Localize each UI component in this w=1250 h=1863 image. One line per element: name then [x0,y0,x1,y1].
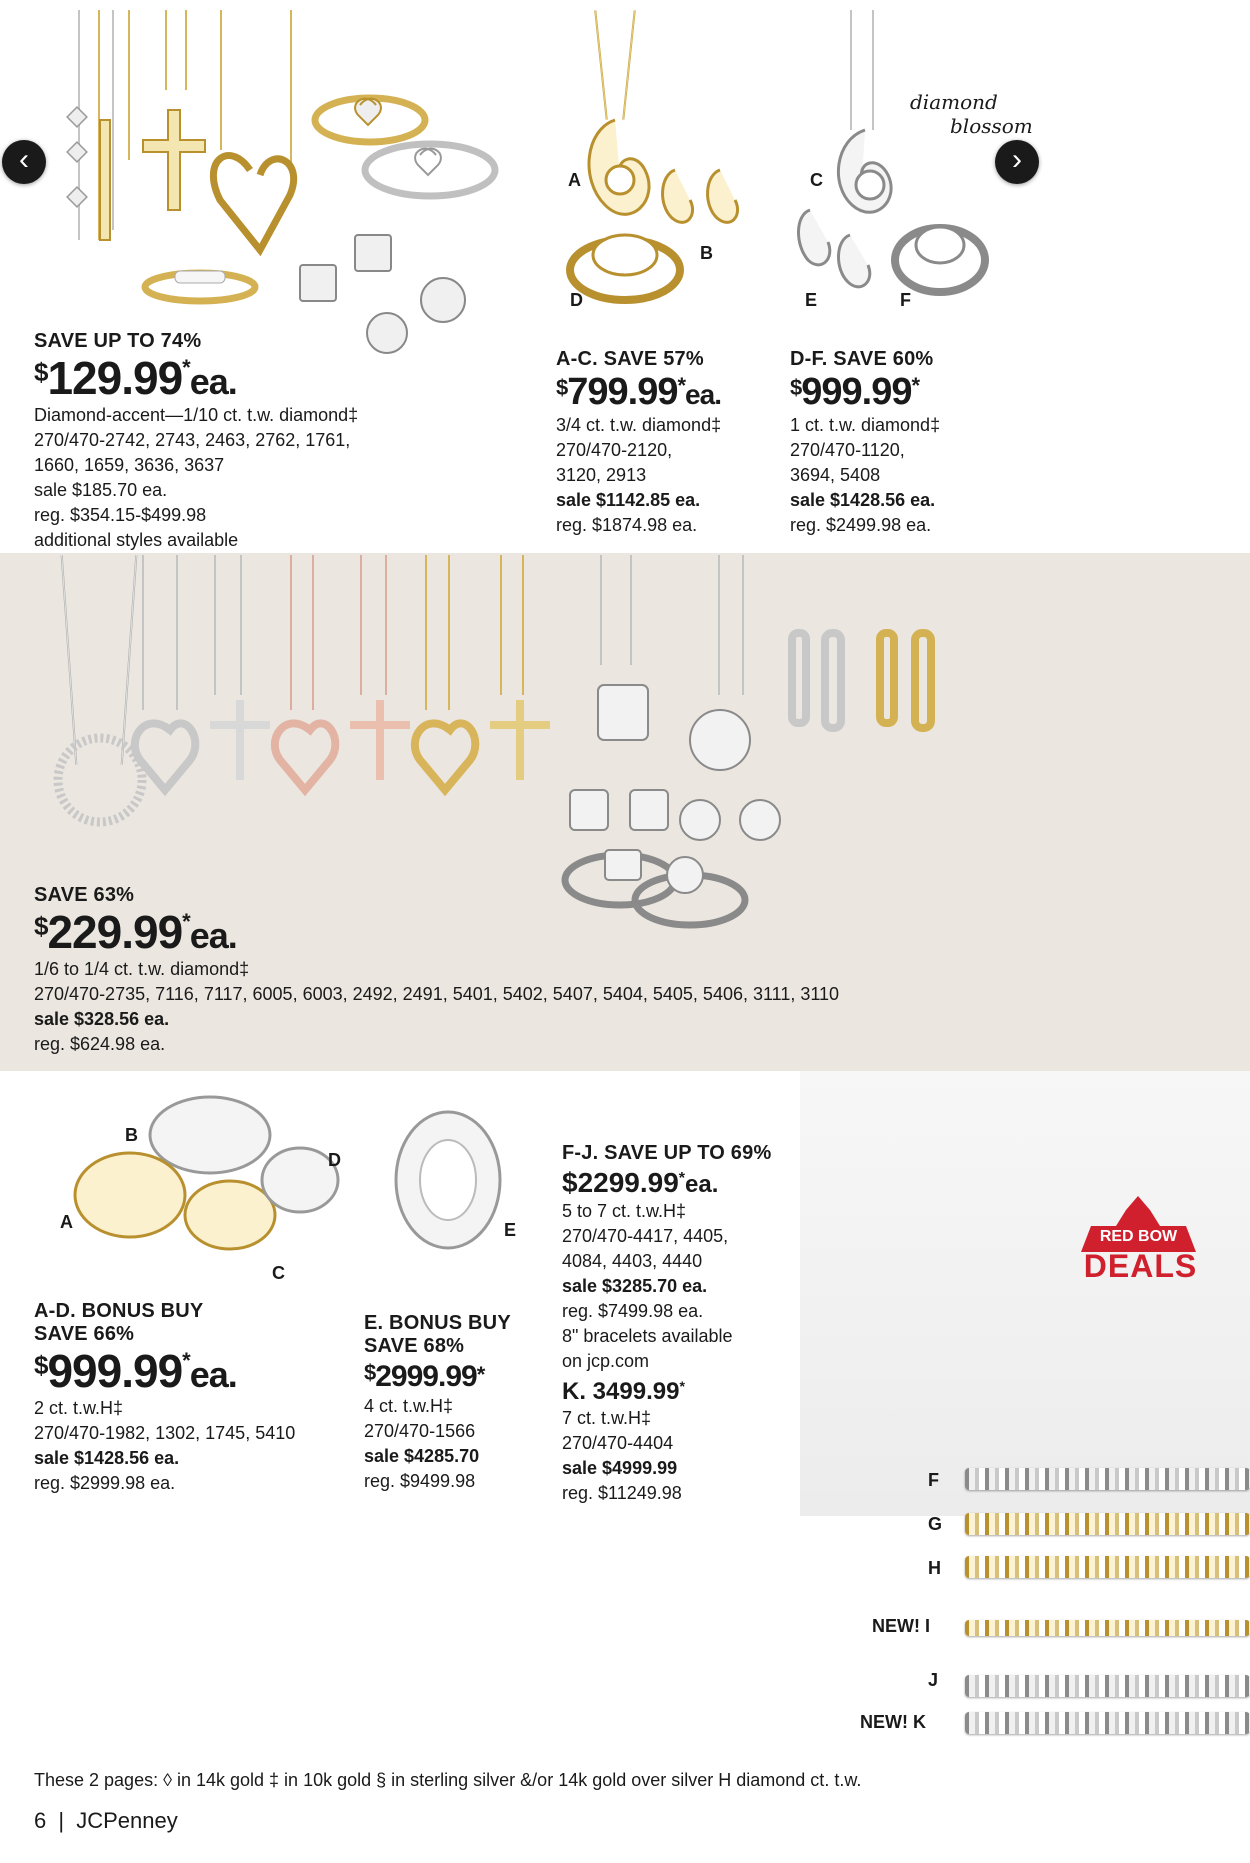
save-label: SAVE 66% [34,1323,135,1345]
bracelets-background [800,1071,1250,1516]
sale-price-line: sale $3285.70 ea. [562,1276,708,1296]
item-k-price: K. 3499.99* [562,1378,685,1405]
chevron-left-icon: ‹ [19,143,29,176]
item-numbers-line: 270/470-1982, 1302, 1745, 5410 [34,1423,296,1443]
item-numbers-line: 1660, 1659, 3636, 3637 [34,455,225,475]
regular-price-line: reg. $2999.98 ea. [34,1473,176,1493]
bonus-buy-label: A-D. BONUS BUY [34,1300,204,1322]
regular-price-line: reg. $2499.98 ea. [790,515,932,535]
price: $129.99*ea. [34,352,237,404]
item-letter-d: D [328,1150,341,1170]
offer-top-middle [556,348,786,538]
save-label: A-C. SAVE 57% [556,348,704,370]
page-footer [34,1808,178,1834]
website-line: on jcp.com [562,1351,650,1371]
bracelet-label-i: NEW! I [872,1616,930,1636]
previous-page-button[interactable] [2,140,46,184]
brand-name: JCPenney [76,1808,178,1833]
price: $2999.99* [364,1360,485,1393]
sale-price-line: sale $1428.56 ea. [34,1448,180,1468]
bracelet-j [965,1675,1250,1697]
item-numbers-line: 270/470-2742, 2743, 2463, 2762, 1761, [34,430,351,450]
description-line: 3/4 ct. t.w. diamond‡ [556,415,722,435]
item-numbers-line: 3120, 2913 [556,465,647,485]
badge-line-1: RED BOW [1099,1228,1178,1245]
item-numbers-line: 270/470-4417, 4405, [562,1226,729,1246]
item-numbers-line: 270/470-2735, 7116, 7117, 6005, 6003, 2492, 2491, 5401, 5402, 5407, 5404, 5405, 5406, 3111, 3110 [34,984,840,1004]
bracelet-i [965,1620,1250,1636]
item-letter-c: C [272,1263,285,1283]
sale-price-line: sale $1142.85 ea. [556,490,701,510]
offer-bottom-right [562,1142,802,1506]
bracelet-f [965,1468,1250,1490]
item-letter-a: A [568,170,581,190]
item-letter-f: F [900,290,911,310]
item-numbers-line: 3694, 5408 [790,465,881,485]
bracelet-h [965,1556,1250,1578]
bracelet-label-k: NEW! K [860,1712,926,1732]
item-letter-c: C [810,170,823,190]
price: $999.99*ea. [34,1345,237,1397]
item-letter-d: D [570,290,583,310]
description-line: 4 ct. t.w.H‡ [364,1396,454,1416]
badge-line-2: DEALS [1083,1248,1198,1284]
bracelet-k [965,1712,1250,1734]
chevron-right-icon: › [1012,143,1022,176]
bracelet-label-g: G [928,1514,943,1534]
regular-price-line: reg. $11249.98 [562,1483,682,1503]
material-legend: These 2 pages: ◊ in 14k gold ‡ in 10k gold § in sterling silver &/or 14k gold over silver H diamond ct. t.w. [34,1770,862,1790]
footer-separator: | [58,1808,65,1833]
description-line: Diamond-accent—1/10 ct. t.w. diamond‡ [34,405,359,425]
bracelet-label-j: J [928,1670,939,1690]
bracelet-label-f: F [928,1470,939,1490]
bracelet-label-h: H [928,1558,941,1578]
item-letter-b: B [700,243,713,263]
regular-price-line: reg. $624.98 ea. [34,1034,166,1054]
item-letter-e: E [504,1220,517,1240]
item-numbers-line: 270/470-1120, [790,440,905,460]
offer-bottom-middle [364,1312,554,1494]
sale-price-line: sale $1428.56 ea. [790,490,936,510]
price: $799.99*ea. [556,371,721,413]
item-numbers-line: 4084, 4403, 4440 [562,1251,703,1271]
regular-price-line: reg. $7499.98 ea. [562,1301,704,1321]
save-label: D-F. SAVE 60% [790,348,934,370]
bracelet-g [965,1513,1250,1535]
additional-styles-line: additional styles available [34,530,239,550]
sale-price-line: sale $185.70 ea. [34,480,168,500]
price: $2299.99*ea. [562,1167,719,1198]
regular-price-line: reg. $1874.98 ea. [556,515,698,535]
item-numbers-line: 270/470-2120, [556,440,673,460]
save-label: SAVE UP TO 74% [34,330,202,352]
description-line: 1 ct. t.w. diamond‡ [790,415,941,435]
item-numbers-line: 270/470-1566 [364,1421,476,1441]
sale-price-line: sale $328.56 ea. [34,1009,170,1029]
description-line: 2 ct. t.w.H‡ [34,1398,124,1418]
bonus-buy-label: E. BONUS BUY [364,1312,511,1334]
price: $229.99*ea. [34,906,237,958]
page-number: 6 [34,1808,47,1833]
description-line: 7 ct. t.w.H‡ [562,1408,652,1428]
regular-price-line: reg. $354.15-$499.98 [34,505,207,525]
bracelets-availability-line: 8" bracelets available [562,1326,733,1346]
item-letter-b: B [125,1125,138,1145]
item-numbers-line: 270/470-4404 [562,1433,674,1453]
item-letter-e: E [805,290,818,310]
next-page-button[interactable] [995,140,1039,184]
sale-price-line: sale $4999.99 [562,1458,678,1478]
save-label: SAVE 63% [34,884,135,906]
offer-middle [34,884,934,1057]
save-label: F-J. SAVE UP TO 69% [562,1142,772,1164]
regular-price-line: reg. $9499.98 [364,1471,476,1491]
description-line: 1/6 to 1/4 ct. t.w. diamond‡ [34,959,250,979]
offer-top-left [34,330,494,553]
diamond-blossom-script: diamond blossom [910,90,1033,138]
price: $999.99* [790,371,920,413]
offer-top-right [790,348,1030,538]
item-letter-a: A [60,1212,73,1232]
save-label: SAVE 68% [364,1335,465,1357]
description-line: 5 to 7 ct. t.w.H‡ [562,1201,687,1221]
sale-price-line: sale $4285.70 [364,1446,480,1466]
offer-bottom-left [34,1300,354,1496]
